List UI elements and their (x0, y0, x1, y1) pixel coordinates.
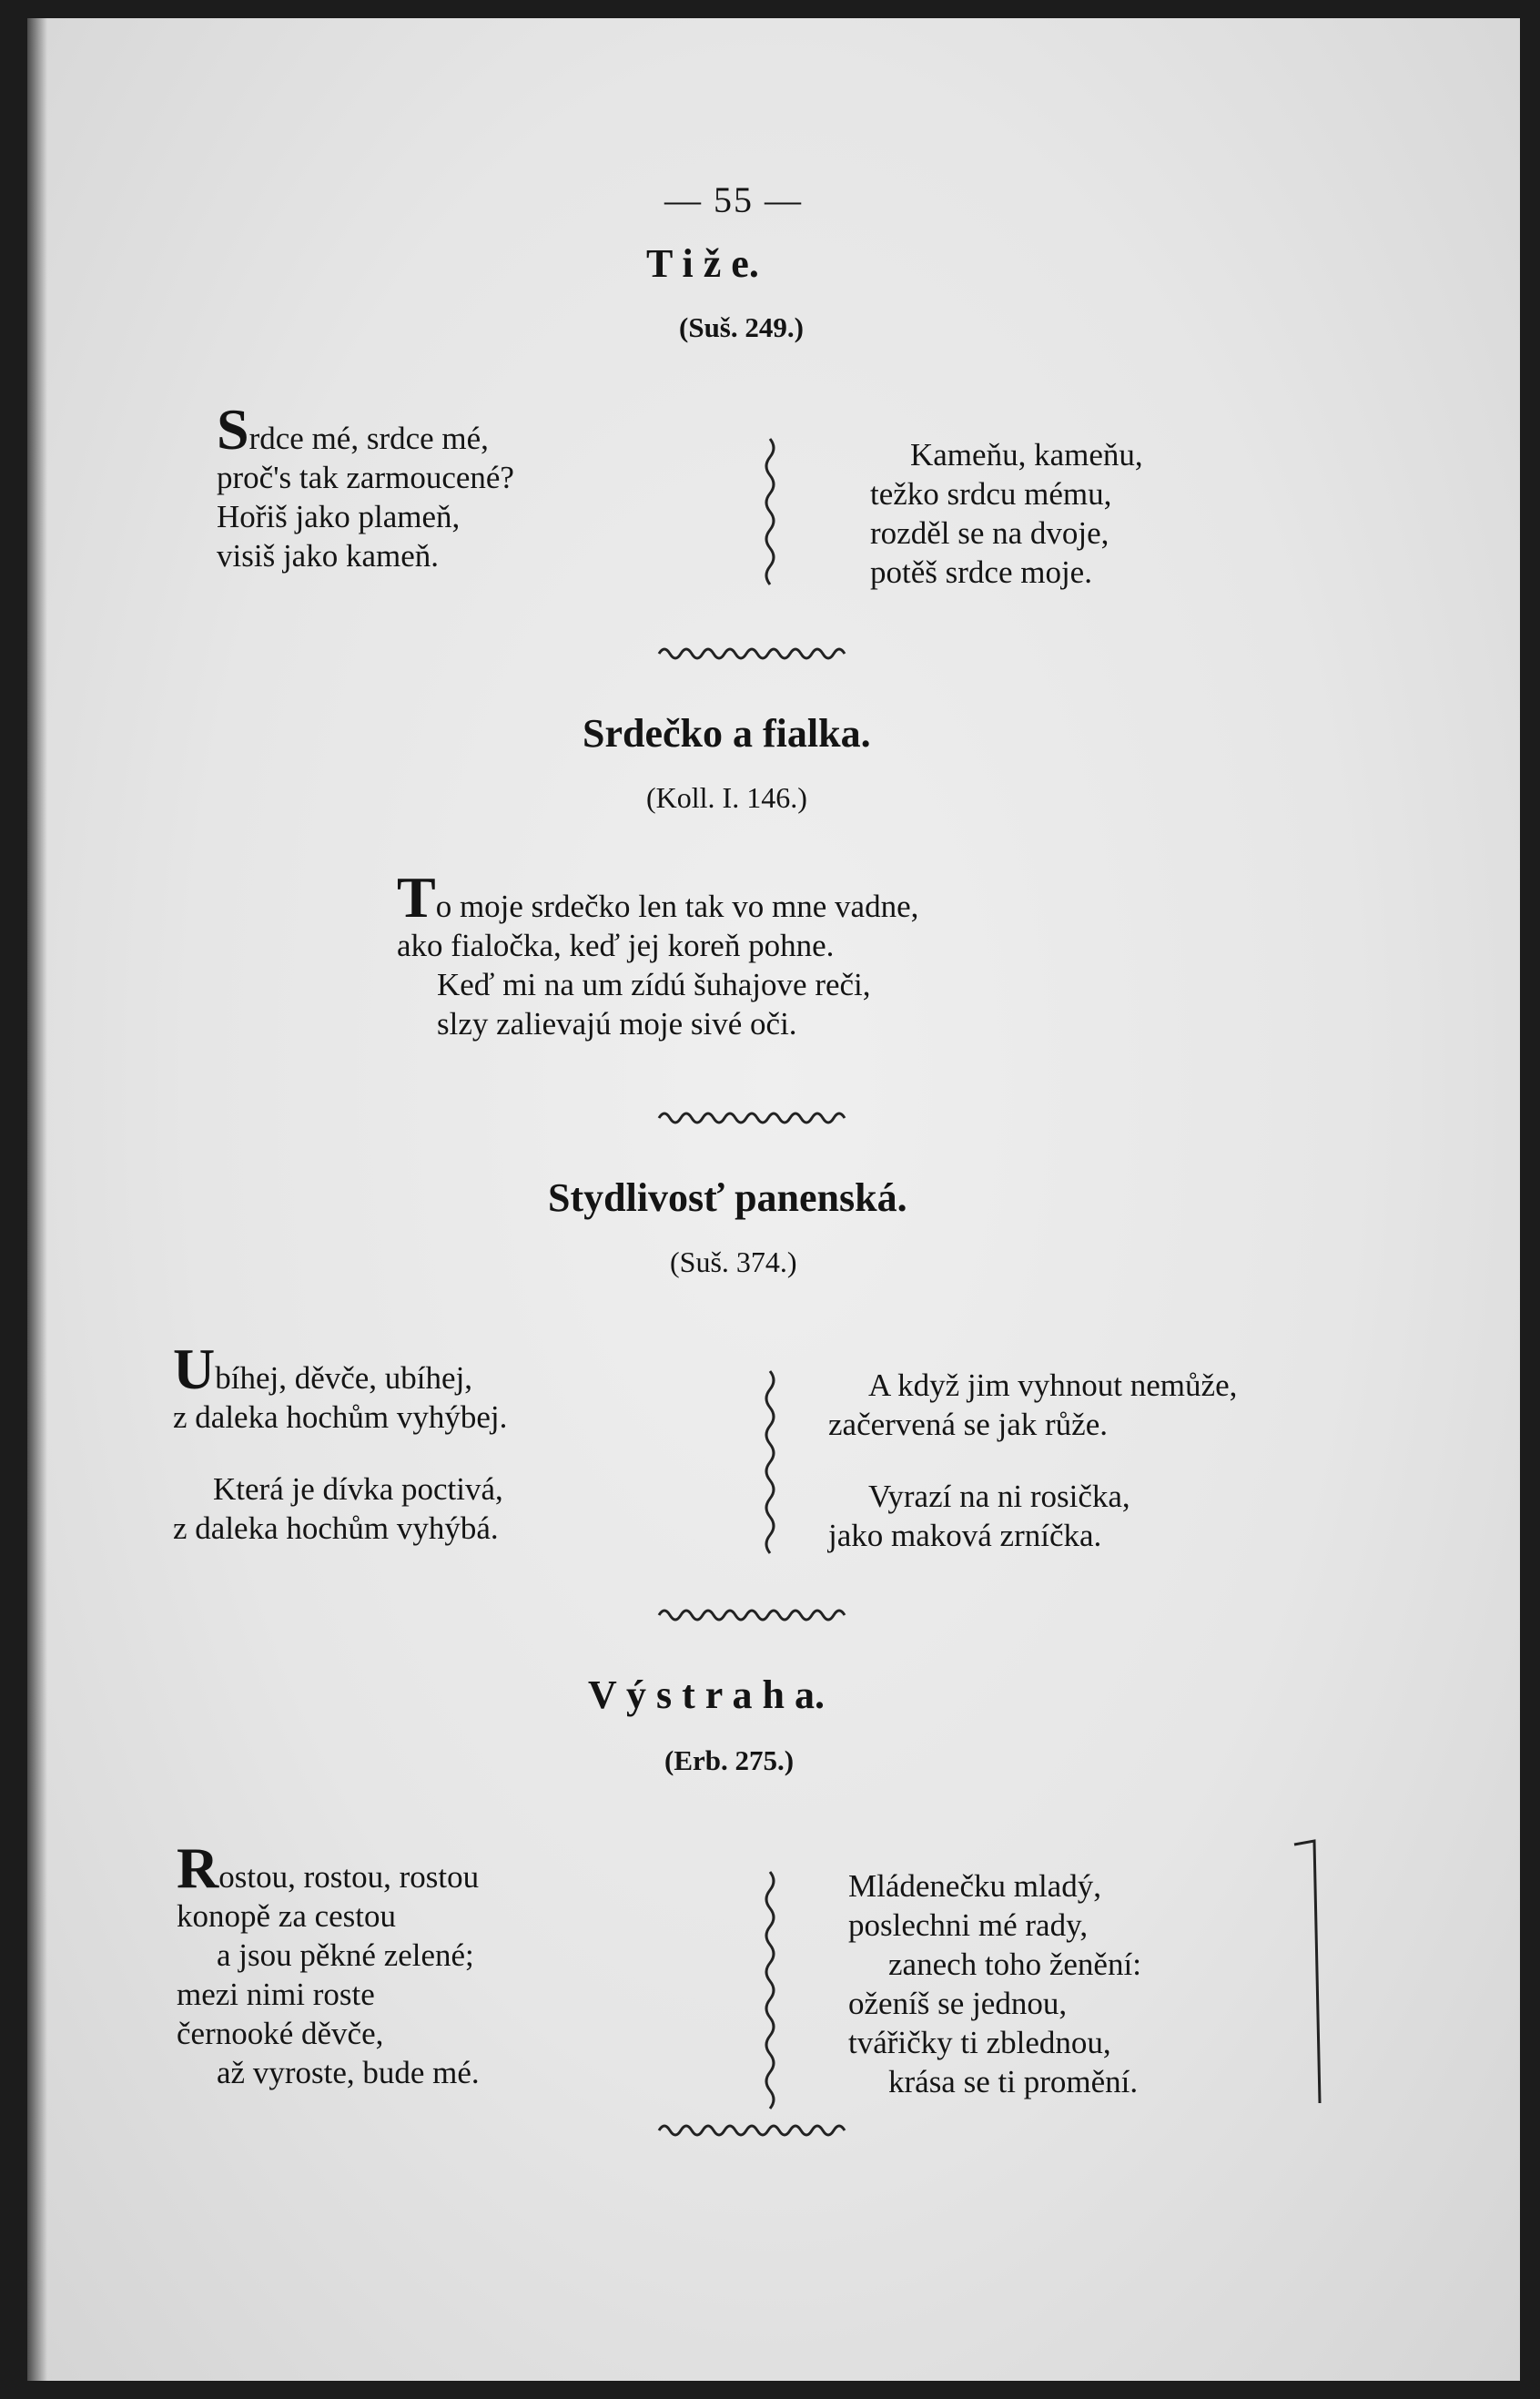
section-4-left-stanza (177, 1835, 480, 2092)
wavy-separator (659, 1109, 850, 1123)
page-edge-shadow (27, 18, 47, 2381)
wavy-separator (659, 2121, 850, 2136)
verse-line: visiš jako kameň. (217, 538, 439, 574)
wavy-separator (659, 1606, 850, 1621)
section-2-stanza (397, 865, 919, 1043)
verse-line: zanech toho ženění: (888, 1947, 1141, 1982)
section-4-title: V ý s t r a h a. (588, 1672, 825, 1717)
verse-line: težko srdcu mému, (870, 476, 1112, 512)
verse-line: Která je dívka poctivá, (213, 1471, 503, 1507)
section-2-title: Srdečko a fialka. (583, 711, 871, 756)
drop-cap: R (177, 1835, 219, 1900)
section-1-left-stanza (217, 397, 514, 575)
verse-line: oženíš se jednou, (848, 1986, 1068, 2021)
verse-line: Rostou, rostou, rostou (177, 1835, 480, 1900)
verse-line: jako maková zrníčka. (828, 1518, 1102, 1553)
verse-line: To moje srdečko len tak vo mne vadne, (397, 865, 919, 930)
section-3-source: (Suš. 374.) (670, 1245, 797, 1278)
section-4-source: (Erb. 275.) (664, 1744, 795, 1776)
verse-line: ako fialočka, keď jej koreň pohne. (397, 928, 835, 963)
verse-line: tvářičky ti zblednou, (848, 2025, 1111, 2060)
verse-line: potěš srdce moje. (870, 554, 1092, 590)
verse-line: z daleka hochům vyhýbej. (173, 1399, 508, 1435)
brace-divider (763, 439, 781, 592)
verse-line: začervená se jak růže. (828, 1407, 1109, 1442)
verse-line: slzy zalievajú moje sivé oči. (437, 1006, 797, 1042)
drop-cap: T (397, 865, 436, 930)
book-page (27, 18, 1520, 2381)
verse-line: Vyrazí na ni rosička, (868, 1479, 1130, 1514)
section-3-right-stanza (828, 1366, 1237, 1555)
section-3-left-stanza (173, 1337, 508, 1548)
section-1-title: T i ž e. (646, 241, 759, 286)
margin-mark (1292, 1839, 1329, 2112)
verse-line: a jsou pěkné zelené; (217, 1937, 474, 1973)
verse-line: Keď mi na um zídú šuhajove reči, (437, 967, 871, 1002)
verse-line: Srdce mé, srdce mé, (217, 397, 489, 462)
drop-cap: S (217, 397, 249, 462)
section-2-source: (Koll. I. 146.) (646, 781, 807, 814)
page-number: — 55 — (664, 179, 803, 220)
section-1-right-stanza (870, 435, 1143, 592)
brace-divider (763, 1371, 781, 1553)
brace-divider (763, 1872, 781, 2109)
verse-line: černooké děvče, (177, 2016, 384, 2051)
section-3-title: Stydlivosť panenská. (548, 1175, 907, 1220)
verse-line: rozděl se na dvoje, (870, 515, 1109, 551)
drop-cap: U (173, 1337, 216, 1401)
verse-line: Mládenečku mladý, (848, 1868, 1101, 1904)
section-4-right-stanza (848, 1866, 1141, 2101)
verse-line: z daleka hochům vyhýbá. (173, 1510, 499, 1546)
verse-line: Ubíhej, děvče, ubíhej, (173, 1337, 473, 1401)
verse-line: Kameňu, kameňu, (910, 437, 1143, 473)
verse-line: mezi nimi roste (177, 1977, 375, 2012)
verse-line: proč's tak zarmoucené? (217, 460, 514, 495)
verse-line: Hořiš jako plameň, (217, 499, 461, 534)
verse-line: A když jim vyhnout nemůže, (868, 1367, 1238, 1403)
verse-line: poslechni mé rady, (848, 1907, 1089, 1943)
section-1-source: (Suš. 249.) (679, 311, 804, 343)
verse-line: krása se ti promění. (888, 2064, 1139, 2099)
wavy-separator (659, 645, 850, 659)
verse-line: konopě za cestou (177, 1898, 397, 1934)
verse-line: až vyroste, bude mé. (217, 2055, 480, 2090)
